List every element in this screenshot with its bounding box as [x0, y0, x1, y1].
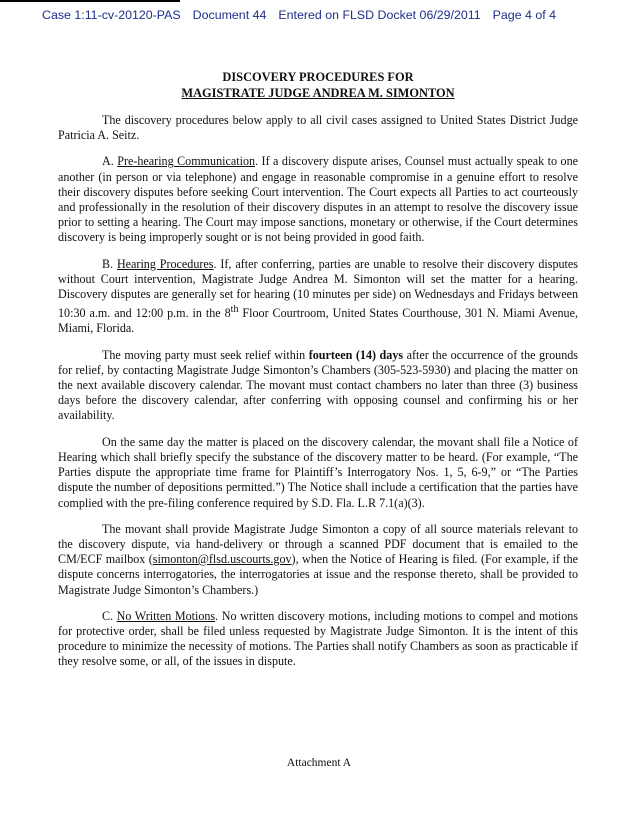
section-b-superscript: th [230, 304, 239, 316]
title-line-2: MAGISTRATE JUDGE ANDREA M. SIMONTON [181, 85, 455, 100]
section-b-text-2: Floor Courtroom, United States Courthouse, 301 N. Miami Avenue, Miami, Florida. [58, 306, 578, 336]
email-link[interactable]: simonton@flsd.uscourts.gov [152, 552, 292, 567]
section-a-paragraph [58, 154, 578, 245]
section-c-text: . No written discovery motions, including motions to compel and motions for protective order, shall be filed unless requested by Magistrate Judge Simonton. It is the intent of this procedure to minimize the necessity of motions. The Parties shall notify Chambers as soon as practicable if they resolve some, or all, of the issues in dispute. [58, 608, 579, 669]
section-b-heading: Hearing Procedures [116, 256, 214, 271]
source-text-1: The movant shall provide Magistrate Judge Simonton a copy of all source materials relevant to the discovery dispute, via hand-delivery or through a scanned PDF document that is emailed to the CM/ECF mailbox ( [58, 521, 578, 567]
section-a-text: . If a discovery dispute arises, Counsel must actually speak to one another (in person or via telephone) and engage in reasonable compromise in a genuine effort to resolve their discovery disputes before seeking Court intervention. The Court expects all Parties to act courteously and professionally in the resolution of their discovery disputes in an attempt to resolve the discovery issue prior to setting a hearing. The Court may impose sanctions, monetary or otherwise, if the Court determines discovery is being improperly sought or is not being provided in good faith. [58, 154, 578, 245]
section-c-paragraph [58, 609, 578, 670]
case-number: Case 1:11-cv-20120-PAS [42, 8, 181, 22]
document-number: Document 44 [192, 8, 267, 22]
docket-entry: Entered on FLSD Docket 06/29/2011 [278, 8, 481, 22]
section-a-letter: A. [102, 154, 114, 169]
moving-party-paragraph [58, 348, 578, 424]
title-line-1: DISCOVERY PROCEDURES FOR [222, 70, 414, 84]
moving-text-1: The moving party must seek relief within [102, 347, 309, 362]
fourteen-days-emphasis: fourteen (14) days [308, 347, 404, 362]
attachment-label: Attachment A [286, 757, 352, 769]
section-b-text-1: . If, after conferring, parties are unable to resolve their discovery disputes without Court intervention, Magistrate Judge Andrea M. Simonton will set the matter for a hearing. Discovery disputes are generally set for hearing (10 minutes per side) on Wednesdays and Fridays between 10:30 a.m. and 12:00 p.m. in the 8 [58, 256, 578, 321]
docket-header [42, 8, 624, 22]
document-title [58, 70, 578, 101]
section-b-letter: B. [102, 256, 114, 271]
section-c-heading: No Written Motions [116, 608, 216, 623]
notice-paragraph: On the same day the matter is placed on the discovery calendar, the movant shall file a Notice of Hearing which shall briefly specify the substance of the discovery matter to be heard. (For example, “The Parties dispute the appropriate time frame for Plaintiff’s Interrogatory Nos. 1, 5, 6-9,” or “The Parties dispute the number of depositions permitted.”) The Notice shall include a certification that the parties have complied with the pre-filing conference required by S.D. Fla. L.R 7.1(a)(3). [58, 434, 578, 510]
section-b-paragraph [58, 257, 578, 337]
section-a-heading: Pre-hearing Communication [117, 154, 256, 169]
section-c-letter: C. [102, 608, 114, 623]
source-materials-paragraph [58, 522, 578, 598]
intro-paragraph: The discovery procedures below apply to all civil cases assigned to United States District Judge Patricia A. Seitz. [58, 113, 578, 143]
document-body [58, 70, 578, 681]
moving-text-2: after the occurrence of the grounds for relief, by contacting Magistrate Judge Simonton’s Chambers (305-523-5930) and placing the matter on the next available discovery calendar. The movant must contact chambers no later than three (3) business days before the discovery calendar, after conferring with opposing counsel and confirming his or her availability. [58, 347, 579, 423]
top-rule [0, 0, 180, 2]
source-text-2: ), when the Notice of Hearing is filed. (For example, if the dispute concerns interrogatories, the interrogatories at issue and the response thereto, shall be provided to Magistrate Judge Simonton’s Chambers.) [58, 552, 578, 597]
page-number: Page 4 of 4 [492, 8, 557, 22]
